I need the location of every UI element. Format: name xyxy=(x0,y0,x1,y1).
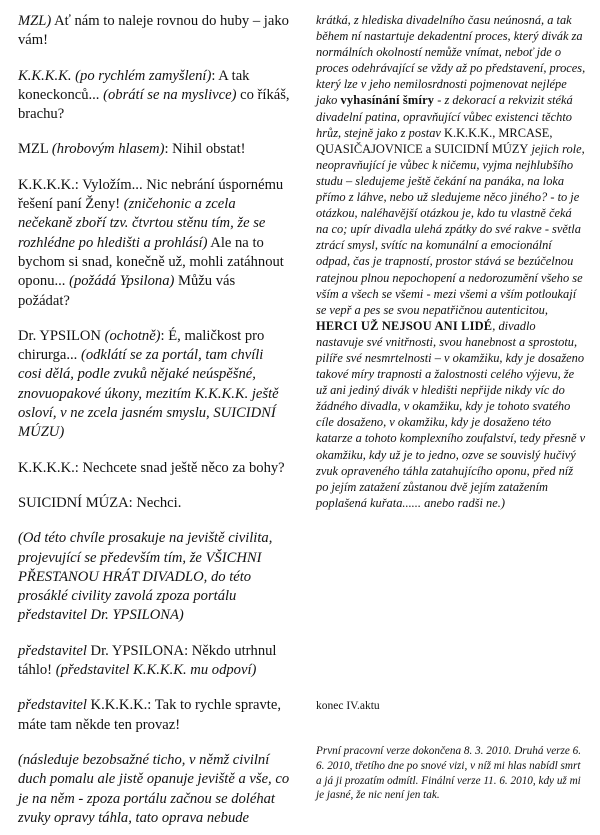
paragraph xyxy=(18,642,290,681)
dialogue: Ať nám to naleje rovnou do huby – jako vám! xyxy=(18,13,289,49)
dialogue: K.K.K.K.: Tak to rychle spravte, máte tam někde ten provaz! xyxy=(18,697,281,733)
character-names: K.K.K.K., MRCASE, QUASIČAJOVNICE a SUICIDNÍ MÚZY xyxy=(316,125,553,156)
paragraph xyxy=(18,12,290,51)
paragraph xyxy=(18,67,290,125)
speaker-mzl: MZL) xyxy=(18,13,52,29)
stage-direction: (odklátí se za portál, tam chvíli cosi dělá, podle zvuků nějaké neúspěšné, znovuopakové úkony, mezitím K.K.K.K. ještě osloví, v ne zcela jasném smyslu, SUICIDNÍ MÚZU) xyxy=(18,347,279,441)
stage-direction: krátká, z hlediska divadelního času neúnosná, a tak během ní nastartuje dekadentní proces, který divák za normálních okolností nemůže vnímat, neboť jde o proces odehrávající se vždy až po představení, proces, který lze v jeho nemilosrdnosti pojmenovat nejlépe jako xyxy=(316,13,586,108)
stage-direction: (ochotně) xyxy=(104,327,161,344)
speaker-stage-direction: K.K.K.K. (po rychlém zamyšlení) xyxy=(18,67,212,84)
paragraph xyxy=(18,140,290,159)
speaker: Dr. YPSILON xyxy=(18,327,105,344)
stage-direction: jejich role, neopravňující je vůbec k ničemu, vyjma nejhlubšího studu – sledujeme ještě čekání na panáka, na loka přímo z láhve, nebo už sledujeme něco jiného? - to je otázkou, naléhavější otázkou je, kdo tu vlastně čeká na co; upír divadla ulehá zpátky do své rakve - světla ztrácí smysl, svítíc na komunální a emocionální odpad, čas je trapností, prostor stává se bezúčelnou ratejnou plnou nepochopení a nedorozumění všeho se vším a všech se všemi - mezi všemi a vším potloukají se vepř a pes se svou nepatřičnou autenticitou, xyxy=(316,141,585,317)
paragraph xyxy=(18,327,290,443)
paragraph: (následuje bezobsažné ticho, v němž civilní duch pomalu ale jistě opanuje jeviště a vše, co je na něm - zpoza portálu začnou se doléhat zvuky opravy táhla, tato oprava nebude xyxy=(18,751,290,826)
stage-direction: , divadlo nastavuje své vnitřnosti, svou hanebnost a sprostotu, pilíře své nesmrtelnosti – v okamžiku, kdy je dosaženo takové míry trapnosti a žalostnosti celého výjevu, že už ani jediný divák v hledišti nepřijde nikdy víc do žádného divadla, v okamžiku, kdy je tohoto svatého cíle dosaženo, v okamžiku, kdy je dosaženo této katarze a tohoto komplexního zoufalství, tedy přesně v okamžiku, kdy už je to jedno, ozve se souvislý hučivý zvuk opraveného táhla zatahujícího oponu, před níž po jejím zatažení zůstanou dvě jejím zatažením poplašená kuřata...... anebo radši ne.) xyxy=(316,318,586,510)
speaker: MZL xyxy=(18,141,52,158)
paragraph: K.K.K.K.: Nechcete snad ještě něco za bohy? xyxy=(18,459,285,476)
paragraph: (Od této chvíle prosakuje na jeviště civilita, projevující se především tím, že VŠICHNI PŘESTANOU HRÁT DIVADLO, do této prosáklé civility zavolá zpoza portálu představitel Dr. YPSILONA) xyxy=(18,530,273,624)
stage-direction: (zničehonic a zcela nečekaně zboří tzv. čtvrtou stěnu tím, že se rozhlédne po hledišti a prohlásí) xyxy=(18,196,266,251)
stage-direction: představitel xyxy=(18,642,87,659)
right-column xyxy=(316,12,586,511)
left-column xyxy=(18,12,290,828)
paragraph xyxy=(18,176,290,311)
dialogue: : É, maličkost pro chirurga... xyxy=(18,327,265,364)
paragraph: SUICIDNÍ MÚZA: Nechci. xyxy=(18,494,182,511)
version-note: První pracovní verze dokončena 8. 3. 2010. Druhá verze 6. 6. 2010, třetího dne po snové vizi, v níž mi hlas nabídl smrt a já ji prozatím odmítl. Finální verze 11. 6. 2010, kdy už mi je jasné, že nic není jen tak. xyxy=(316,745,582,802)
stage-direction: (obrátí se na myslivce) xyxy=(103,86,237,103)
stage-direction: (požádá Ypsilona) xyxy=(69,273,175,290)
dialogue: Můžu vás požádat? xyxy=(18,273,236,309)
paragraph xyxy=(18,696,290,735)
dialogue: Dr. YPSILONA: Někdo utrhnul táhlo! xyxy=(18,642,277,679)
dialogue: : Nihil obstat! xyxy=(164,141,246,158)
emphasis: HERCI UŽ NEJSOU ANI LIDÉ xyxy=(316,318,493,333)
dialogue: Ale na to bychom si snad, konečně už, mohli zatáhnout oponu... xyxy=(18,234,284,290)
stage-direction: (hrobovým hlasem) xyxy=(51,141,165,158)
paragraph xyxy=(316,12,586,511)
end-of-act-label: konec IV.aktu xyxy=(316,700,380,712)
dialogue: co říkáš, brachu? xyxy=(18,86,290,123)
dialogue: K.K.K.K.: Vyložím... Nic nebrání úspornému řešení paní Ženy! xyxy=(18,176,284,213)
stage-direction: představitel xyxy=(18,697,87,714)
stage-direction: (představitel K.K.K.K. mu odpoví) xyxy=(55,662,257,679)
dialogue: : A tak koneckonců... xyxy=(18,67,250,103)
stage-direction: - z dekorací a rekvizit stéká divadelní patina, opravňující vůbec existenci těchto hrůz, stejně jako z postav xyxy=(316,93,573,140)
emphasis: vyhasínání šmíry xyxy=(340,93,435,108)
